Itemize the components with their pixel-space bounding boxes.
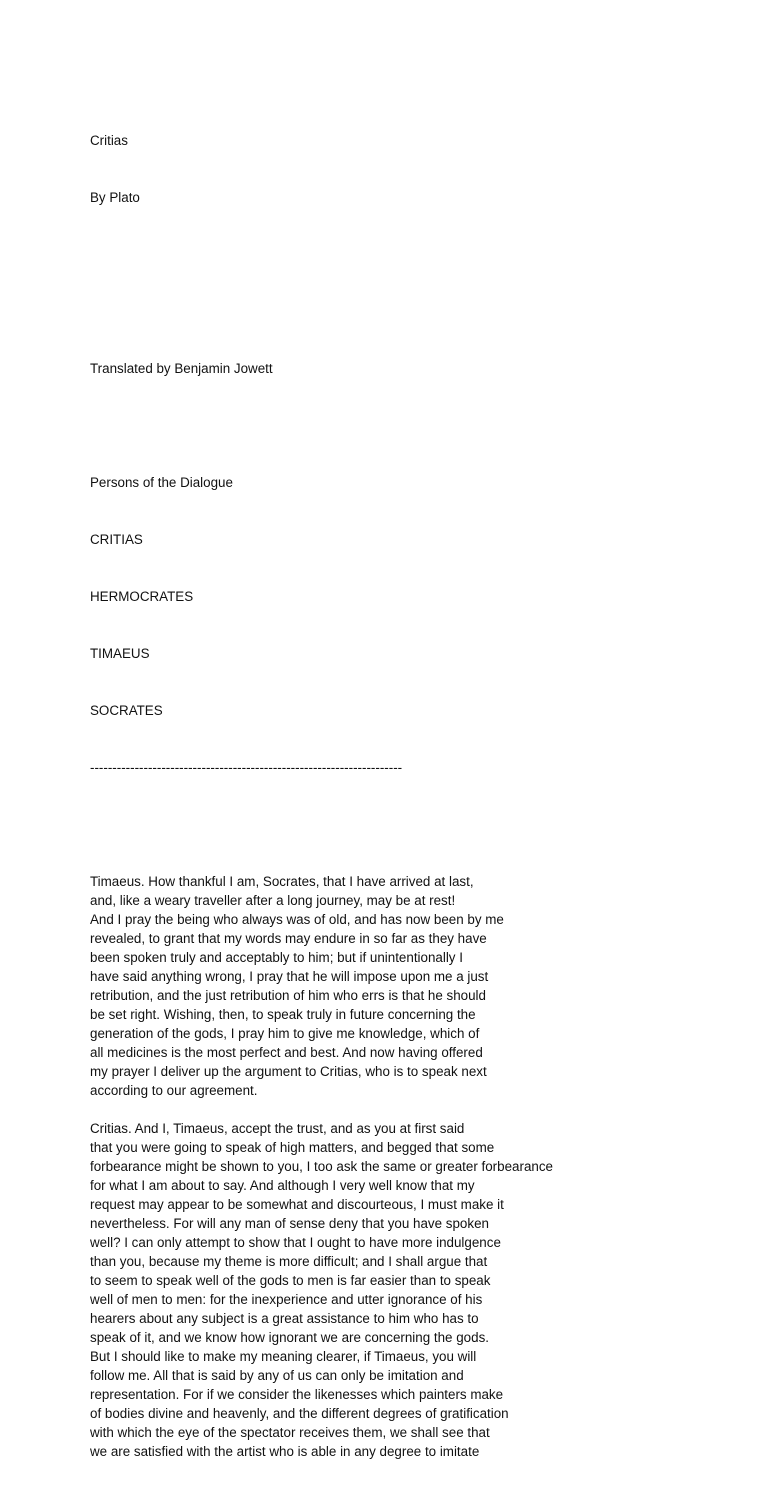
- paragraph-line: for what I am about to say. And although I very well know that my: [90, 1178, 475, 1193]
- document-author: By Plato: [90, 190, 140, 205]
- paragraph-line: generation of the gods, I pray him to give me knowledge, which of: [90, 1026, 480, 1041]
- paragraph-line: Critias. And I, Timaeus, accept the trust, and as you at first said: [90, 1121, 465, 1136]
- blank-line: [90, 815, 730, 834]
- paragraph-line: forbearance might be shown to you, I too ask the same or greater forbearance: [90, 1159, 553, 1174]
- paragraph-line: my prayer I deliver up the argument to Critias, who is to speak next: [90, 1064, 487, 1079]
- paragraph-line: that you were going to speak of high matters, and begged that some: [90, 1140, 495, 1155]
- paragraph-line: follow me. All that is said by any of us can only be imitation and: [90, 1368, 464, 1383]
- blank-line: [90, 1100, 730, 1119]
- dialogue-paragraph: [90, 872, 730, 1100]
- blank-line: [90, 302, 730, 321]
- paragraph-line: well? I can only attempt to show that I ought to have more indulgence: [90, 1235, 501, 1250]
- document-text: [90, 93, 730, 1499]
- separator-line: ----------------------------------------------------------------------: [90, 760, 403, 775]
- persons-heading: Persons of the Dialogue: [90, 475, 233, 490]
- paragraph-line: nevertheless. For will any man of sense deny that you have spoken: [90, 1216, 489, 1231]
- dialogue-paragraphs: [90, 872, 730, 1461]
- paragraph-line: with which the eye of the spectator receives them, we shall see that: [90, 1425, 490, 1440]
- paragraph-line: But I should like to make my meaning clearer, if Timaeus, you will: [90, 1349, 477, 1364]
- paragraph-line: representation. For if we consider the likenesses which painters make: [90, 1387, 504, 1402]
- dialogue-paragraph: [90, 1119, 730, 1461]
- person-name: HERMOCRATES: [90, 589, 194, 604]
- person-name: TIMAEUS: [90, 646, 150, 661]
- paragraph-line: according to our agreement.: [90, 1083, 258, 1098]
- paragraph-line: hearers about any subject is a great assistance to him who has to: [90, 1311, 479, 1326]
- paragraph-line: we are satisfied with the artist who is able in any degree to imitate: [90, 1444, 480, 1459]
- paragraph-line: have said anything wrong, I pray that he will impose upon me a just: [90, 969, 489, 984]
- paragraph-line: request may appear to be somewhat and discourteous, I must make it: [90, 1197, 504, 1212]
- person-name: CRITIAS: [90, 532, 143, 547]
- blank-line: [90, 416, 730, 435]
- paragraph-line: speak of it, and we know how ignorant we are concerning the gods.: [90, 1330, 489, 1345]
- paragraph-line: Timaeus. How thankful I am, Socrates, that I have arrived at last,: [90, 874, 474, 889]
- document-title: Critias: [90, 133, 128, 148]
- paragraph-line: retribution, and the just retribution of him who errs is that he should: [90, 988, 486, 1003]
- paragraph-line: all medicines is the most perfect and best. And now having offered: [90, 1045, 483, 1060]
- paragraph-line: be set right. Wishing, then, to speak truly in future concerning the: [90, 1007, 476, 1022]
- paragraph-line: and, like a weary traveller after a long journey, may be at rest!: [90, 893, 456, 908]
- paragraph-line: of bodies divine and heavenly, and the different degrees of gratification: [90, 1406, 509, 1421]
- paragraph-line: to seem to speak well of the gods to men is far easier than to speak: [90, 1273, 491, 1288]
- paragraph-line: And I pray the being who always was of old, and has now been by me: [90, 912, 504, 927]
- blank-line: [90, 245, 730, 264]
- paragraph-line: than you, because my theme is more difficult; and I shall argue that: [90, 1254, 488, 1269]
- paragraph-line: been spoken truly and acceptably to him; but if unintentionally I: [90, 950, 463, 965]
- person-name: SOCRATES: [90, 703, 163, 718]
- paragraph-line: well of men to men: for the inexperience and utter ignorance of his: [90, 1292, 483, 1307]
- translator-line: Translated by Benjamin Jowett: [90, 361, 273, 376]
- paragraph-line: revealed, to grant that my words may endure in so far as they have: [90, 931, 487, 946]
